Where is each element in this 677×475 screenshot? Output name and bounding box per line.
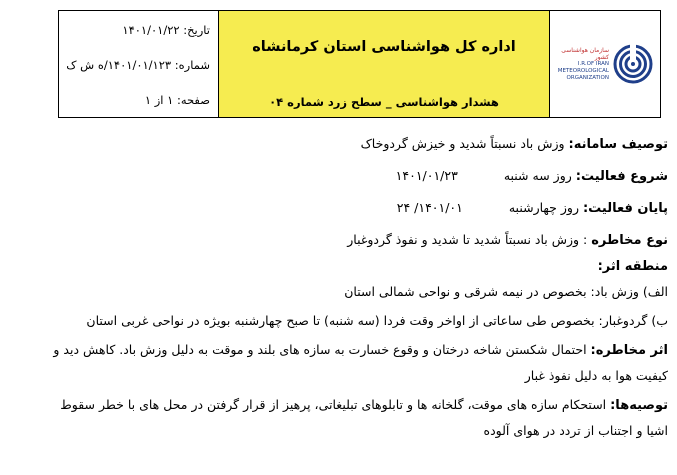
header-title-cell [219,11,550,117]
system-label: توصیف سامانه: [568,137,668,152]
region-label: منطقه اثر: [597,259,668,274]
date-line: تاریخ: ۱۴۰۱/۰۱/۲۲ [122,23,210,37]
start-row [0,168,668,185]
logo-text [557,47,609,82]
logo-org-en1: I.R.OF IRAN [577,60,609,67]
hazard-text: : وزش باد نسبتاً شدید تا شدید و نفوذ گردوغبار [347,232,592,247]
system-row [0,136,668,153]
system-text: وزش باد نسبتاً شدید و خیزش گردوخاک [360,136,569,151]
region-b-row: ب) گردوغبار: بخصوص طی ساعاتی از اواخر وقت فردا (سه شنبه) تا صبح چهارشنبه بویژه در نواحی غربی استان [86,313,668,328]
header-table [58,10,661,118]
start-label: شروع فعالیت: [575,169,668,184]
advice-row-2: اشیا و اجتناب از تردد در هوای آلوده [483,423,668,438]
start-day: روز سه شنبه [503,168,576,183]
warning-title: هشدار هواشناسی _ سطح زرد شماره ۰۴ [269,95,499,109]
region-label-row [0,258,668,275]
advice-label: توصیه‌ها: [610,398,668,413]
warning-body [0,128,668,439]
number-line: شماره: ۱۴۰۱/۰۱/۱۲۳/ه ش ک [66,58,210,72]
effect-label: اثر مخاطره: [590,343,668,358]
header-meta-cell [59,11,219,117]
spiral-logo-icon [613,44,653,84]
effect-row-2: کیفیت هوا به دلیل نفوذ غبار [524,368,668,383]
office-title: اداره کل هواشناسی استان کرمانشاه [252,39,516,55]
effect-text: احتمال شکستن شاخه درختان و وقوع خسارت به سازه های بلند و موقت به دلیل وزش باد. کاهش دید و [53,342,591,357]
end-day: روز چهارشنبه [508,200,583,215]
page-line: صفحه: ۱ از ۱ [144,93,210,107]
region-a-row: الف) وزش باد: بخصوص در نیمه شرقی و نواحی شمالی استان [344,284,668,299]
hazard-label: نوع مخاطره [591,233,668,248]
header-logo-cell [550,11,660,117]
end-row [0,200,668,217]
end-label: پایان فعالیت: [582,201,668,216]
end-date: ۱۴۰۱/۰۱/ ۲۴ [396,200,463,215]
logo-org-en3: ORGANIZATION [566,74,609,81]
logo-org-fa: سازمان هواشناسی کشور [561,46,609,61]
effect-row [0,342,668,359]
advice-row [0,397,668,414]
start-date: ۱۴۰۱/۰۱/۲۳ [395,168,458,183]
hazard-row [0,232,668,249]
logo-org-en2: METEOROLOGICAL [557,67,609,74]
advice-text: استحکام سازه های موقت، گلخانه ها و تابلوهای تبلیغاتی، پرهیز از قرار گرفتن در محل های با خطر سقوط [60,397,611,412]
